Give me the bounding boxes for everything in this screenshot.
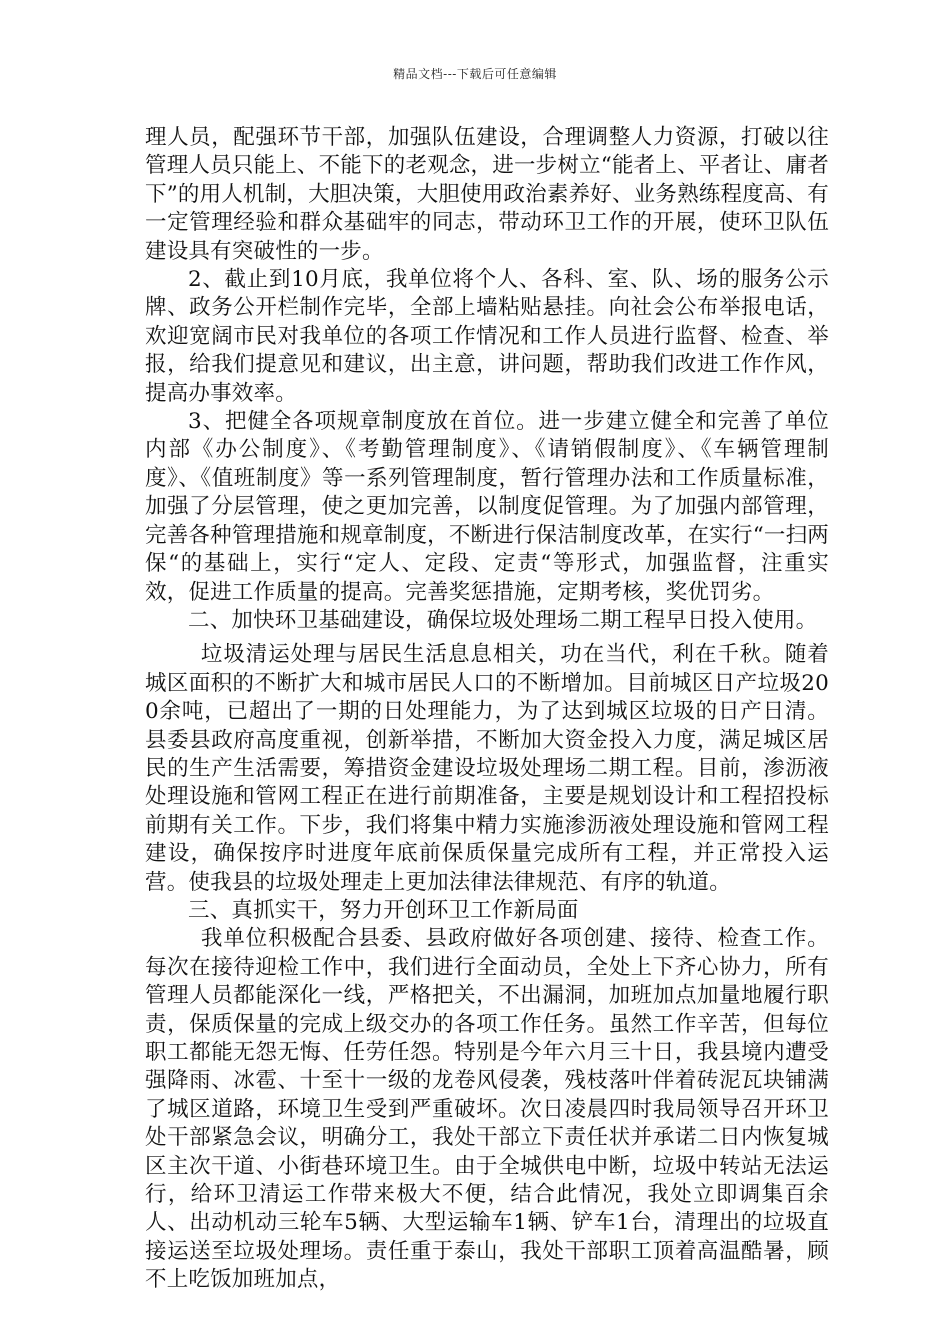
paragraph-garbage-disposal: 垃圾清运处理与居民生活息息相关，功在当代，利在千秋。随着城区面积的不断扩大和城市居民人口的不断增加。目前城区日产垃圾200余吨，已超出了一期的日处理能力，为了达到城区垃圾的日产日清。县委县政府高度重视，创新举措，不断加大资金投入力度，满足城区居民的生产生活需要，筹措资金建设垃圾处理场二期工程。目前，渗沥液处理设施和管网工程正在进行前期准备，主要是规划设计和工程招投标前期有关工作。下步，我们将集中精力实施渗沥液处理设施和管网工程建设，确保按序时进度年底前保质保量完成所有工程，并正常投入运营。使我县的垃圾处理走上更加法律法律规范、有序的轨道。: [145, 642, 829, 895]
section-heading-2: 二、加快环卫基础建设，确保垃圾处理场二期工程早日投入使用。: [188, 607, 818, 633]
paragraph-item-2: 2、截止到10月底，我单位将个人、各科、室、队、场的服务公示牌、政务公开栏制作完毕，全部上墙粘贴悬挂。向社会公布举报电话，欢迎宽阔市民对我单位的各项工作情况和工作人员进行监督、检查、举报，给我们提意见和建议，出主意，讲问题，帮助我们改进工作作风，提高办事效率。: [145, 267, 829, 406]
document-body: [145, 124, 829, 1295]
page-header: 精品文档---下载后可任意编辑: [393, 67, 557, 81]
paragraph-inspection-work: 我单位积极配合县委、县政府做好各项创建、接待、检查工作。每次在接待迎检工作中，我们进行全面动员，全处上下齐心协力，所有管理人员都能深化一线，严格把关，不出漏洞，加班加点加量地履行职责，保质保量的完成上级交办的各项工作任务。虽然工作辛苦，但每位职工都能无怨无悔、任劳任怨。特别是今年六月三十日，我县境内遭受强降雨、冰雹、十至十一级的龙卷风侵袭，残枝落叶伴着砖泥瓦块铺满了城区道路，环境卫生受到严重破坏。次日凌晨四时我局领导召开环卫处干部紧急会议，明确分工，我处干部立下责任状并承诺二日内恢复城区主次干道、小街巷环境卫生。由于全城供电中断，垃圾中转站无法运行，给环卫清运工作带来极大不便，结合此情况，我处立即调集百余人、出动机动三轮车5辆、大型运输车1辆、铲车1台，清理出的垃圾直接运送至垃圾处理场。责任重于泰山，我处干部职工顶着高温酷暑，顾不上吃饭加班加点，: [145, 926, 829, 1293]
paragraph-item-3: 3、把健全各项规章制度放在首位。进一步建立健全和完善了单位内部《办公制度》、《考勤管理制度》、《请销假制度》、《车辆管理制度》、《值班制度》等一系列管理制度，暂行管理办法和工作质量标准，加强了分层管理，使之更加完善，以制度促管理。为了加强内部管理，完善各种管理措施和规章制度，不断进行保洁制度改革，在实行“一扫两保“的基础上，实行“定人、定段、定责“等形式，加强监督，注重实效，促进工作质量的提高。完善奖惩措施，定期考核，奖优罚劣。: [145, 409, 829, 605]
section-heading-3: 三、真抓实干，努力开创环卫工作新局面: [188, 897, 579, 923]
paragraph-continued: 理人员，配强环节干部，加强队伍建设，合理调整人力资源，打破以往管理人员只能上、不能下的老观念，进一步树立“能者上、平者让、庸者下”的用人机制，大胆决策，大胆使用政治素养好、业务熟练程度高、有一定管理经验和群众基础牢的同志，带动环卫工作的开展，使环卫队伍建设具有突破性的一步。: [145, 125, 829, 264]
